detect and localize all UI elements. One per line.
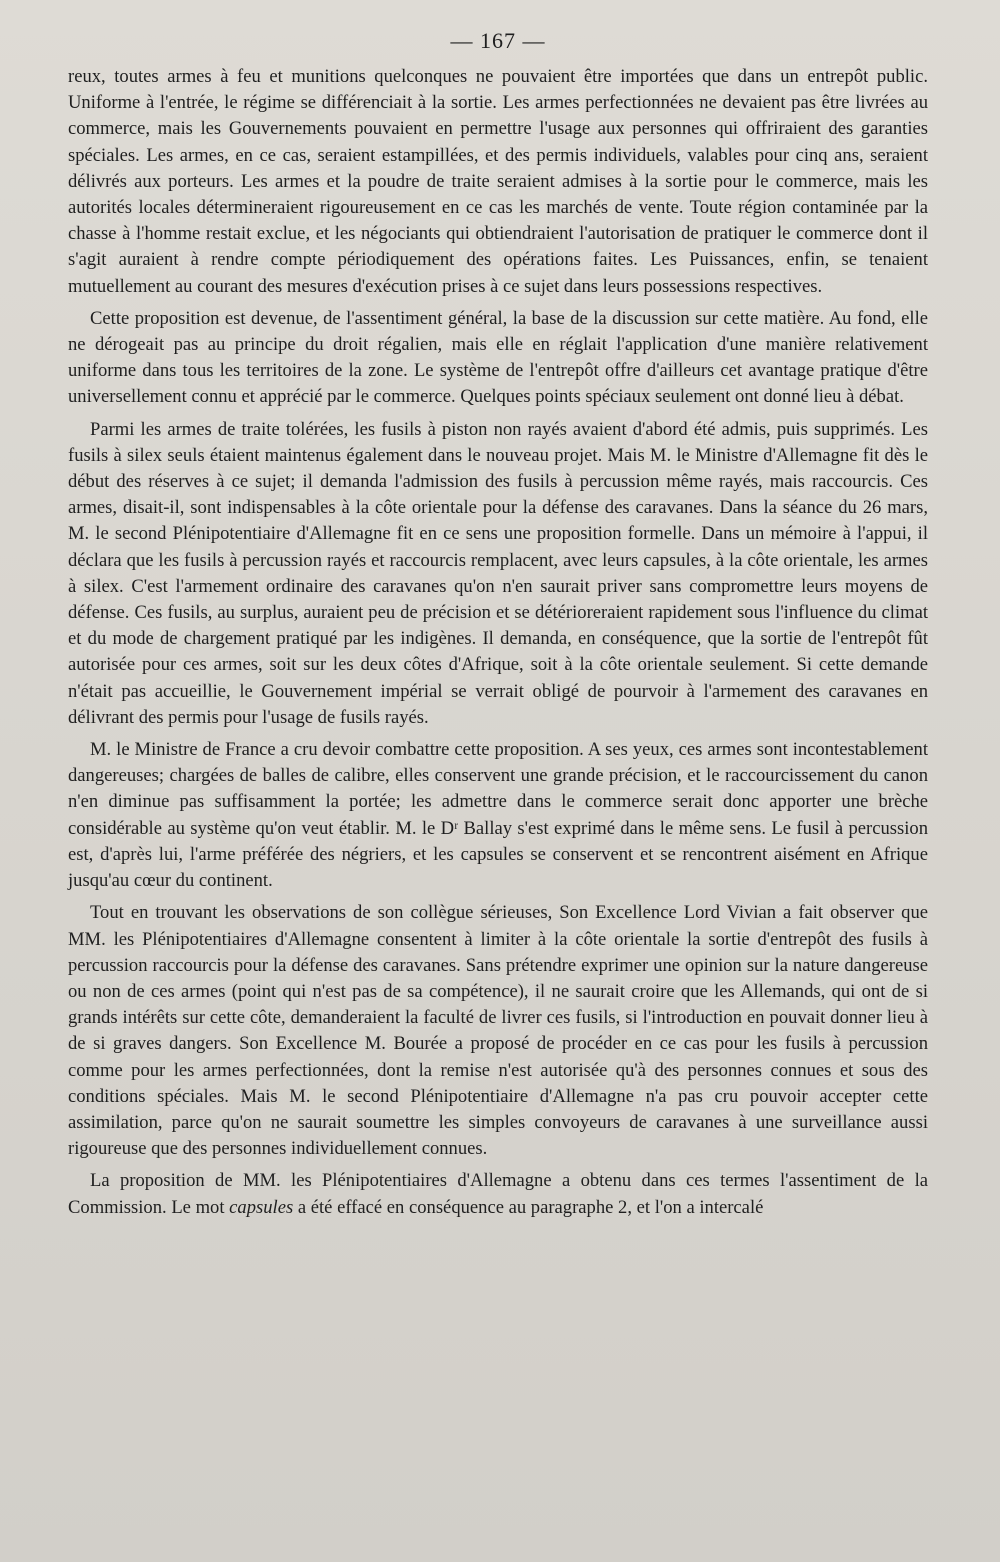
paragraph-3: Parmi les armes de traite tolérées, les fusils à piston non rayés avaient d'abord été admis, puis supprimés. Les fusils à silex seuls étaient maintenus également dans le nouveau projet. Mais M. le Ministre d'Allemagne fit dès le début des réserves à ce sujet; il demanda l'admission des fusils à percussion même rayés, mais raccourcis. Ces armes, disait-il, sont indispensables à la côte orientale pour la défense des caravanes. Dans la séance du 26 mars, M. le second Plénipotentiaire d'Allemagne fit en ce sens une proposition formelle. Dans un mémoire à l'appui, il déclara que les fusils à percussion rayés et raccourcis remplacent, avec leurs capsules, à la côte orientale, les armes à silex. C'est l'armement ordinaire des caravanes qu'on n'en saurait priver sans compromettre leurs moyens de défense. Ces fusils, au surplus, auraient peu de précision et se détérioreraient rapidement sous l'influence du climat et du mode de chargement pratiqué par les indigènes. Il demanda, en conséquence, que la sortie de l'entrepôt fût autorisée pour ces armes, soit sur les deux côtes d'Afrique, soit à la côte orientale seulement. Si cette demande n'était pas accueillie, le Gouvernement impérial se verrait obligé de pourvoir à l'armement des caravanes en délivrant des permis pour l'usage de fusils rayés. [68,418,928,728]
paragraph-2: Cette proposition est devenue, de l'assentiment général, la base de la discussion sur cette matière. Au fond, elle ne dérogeait pas au principe du droit régalien, mais elle en réglait l'application d'une manière relativement uniforme dans tous les territoires de la zone. Le système de l'entrepôt offre d'ailleurs cet avantage pratique d'être universellement connu et apprécié par le commerce. Quelques points spéciaux seulement ont donné lieu à débat. [68,307,928,408]
paragraph-6 [68,1168,928,1220]
italic-word-capsules: capsules [229,1196,294,1218]
paragraph-1: reux, toutes armes à feu et munitions quelconques ne pouvaient être importées que dans un entrepôt public. Uniforme à l'entrée, le régime se différenciait à la sortie. Les armes perfectionnées ne devaient pas être livrées au commerce, mais les Gouvernements pouvaient en permettre l'usage aux personnes qui offriraient des garanties spéciales. Les armes, en ce cas, seraient estampillées, et des permis individuels, valables pour cinq ans, seraient délivrés aux porteurs. Les armes et la poudre de traite seraient admises à la sortie pour le commerce, mais les autorités locales détermineraient rigoureusement en ce cas les marchés de vente. Toute région contaminée par la chasse à l'homme restait exclue, et les négociants qui obtiendraient l'autorisation de pratiquer le commerce dont il s'agit auraient à rendre compte périodiquement des opérations faites. Les Puissances, enfin, se tenaient mutuellement au courant des mesures d'exécution prises à ce sujet dans leurs possessions respectives. [68,66,928,297]
paragraph-6-end: a été effacé en conséquence au paragraphe 2, et l'on a intercalé [293,1196,764,1218]
paragraph-4: M. le Ministre de France a cru devoir combattre cette proposition. A ses yeux, ces armes sont incontestablement dangereuses; chargées de balles de calibre, elles conservent une grande précision, et le raccourcissement du canon n'en diminue pas suffisamment la portée; les admettre dans le commerce serait donc apporter une brèche considérable au système qu'on veut établir. M. le Dʳ Ballay s'est exprimé dans le même sens. Le fusil à percussion est, d'après lui, l'arme préférée des négriers, et les capsules se conservent et se rencontrent aisément en Afrique jusqu'au cœur du continent. [68,739,928,892]
paragraph-5: Tout en trouvant les observations de son collègue sérieuses, Son Excellence Lord Vivian a fait observer que MM. les Plénipotentiaires d'Allemagne consentent à limiter à la côte orientale la sortie d'entrepôt des fusils à percussion raccourcis pour la défense des caravanes. Sans prétendre exprimer une opinion sur la nature dangereuse ou non de ces armes (point qui n'est pas de sa compétence), il ne saurait croire que les Allemands, qui ont de si grands intérêts sur cette côte, demanderaient la faculté de livrer ces fusils, si l'introduction en pouvait donner lieu à de si graves dangers. Son Excellence M. Bourée a proposé de procéder en ce cas pour les fusils à percussion comme pour les armes perfectionnées, dont la remise n'est autorisée qu'à des personnes connues et sous des conditions spéciales. Mais M. le second Plénipotentiaire d'Allemagne n'a pas cru pouvoir accepter cette assimilation, parce qu'on ne saurait soumettre les simples convoyeurs de caravanes à une surveillance aussi rigoureuse que des personnes individuellement connues. [68,902,928,1160]
body-text [68,64,928,1221]
page-number: — 167 — [450,28,546,53]
paragraph-6-start: La proposition de MM. les Plénipotentiaires d'Allemagne a obtenu dans ces termes l'assentiment de la Commission. Le mot [68,1170,928,1218]
